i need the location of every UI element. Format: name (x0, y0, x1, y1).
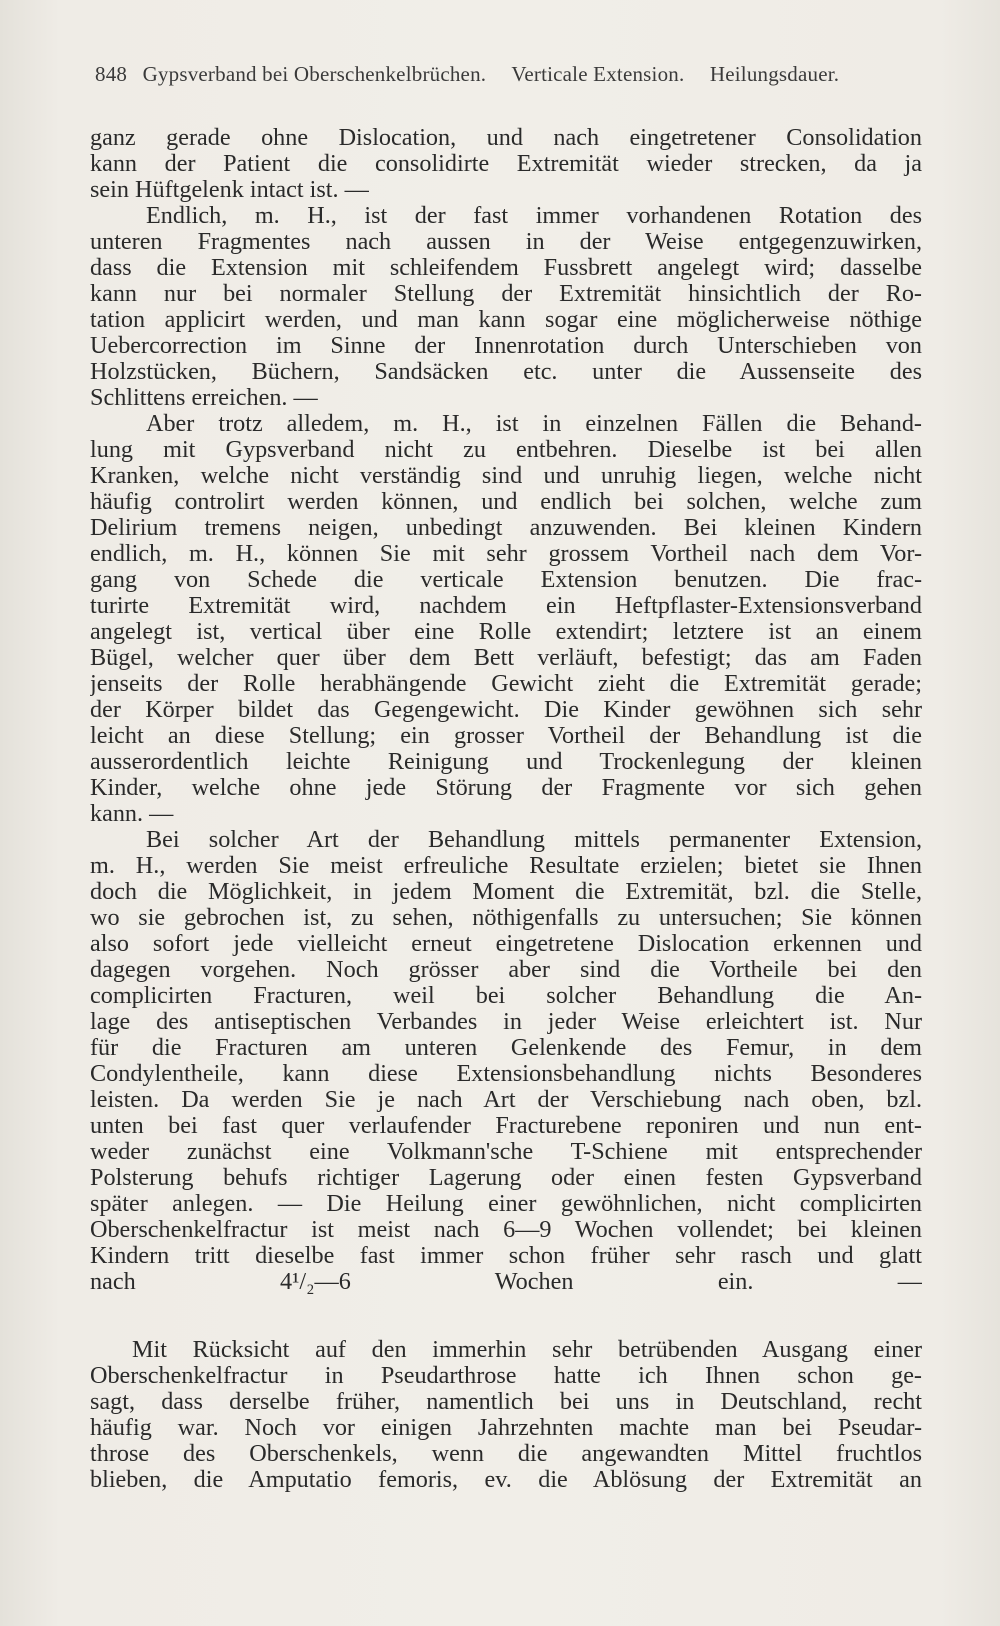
text-line: ausserordentlich leichte Reinigung und Trockenlegung der kleinen (90, 749, 922, 775)
text-line: ganz gerade ohne Dislocation, und nach eingetretener Consolidation (90, 125, 922, 151)
text-line: tation applicirt werden, und man kann sogar eine möglicherweise nöthige (90, 307, 922, 333)
text-line: unteren Fragmentes nach aussen in der Weise entgegenzuwirken, (90, 229, 922, 255)
text-line: Delirium tremens neigen, unbedingt anzuwenden. Bei kleinen Kindern (90, 515, 922, 541)
running-head (95, 62, 935, 87)
text-line: Oberschenkelfractur ist meist nach 6—9 Wochen vollendet; bei kleinen (90, 1217, 922, 1243)
text-line: dagegen vorgehen. Noch grösser aber sind die Vortheile bei den (90, 957, 922, 983)
text-line: complicirten Fracturen, weil bei solcher Behandlung die An- (90, 983, 922, 1009)
next-section-text (90, 1337, 922, 1493)
text-line (90, 1295, 922, 1321)
text-line: Aber trotz alledem, m. H., ist in einzelnen Fällen die Behand- (146, 411, 922, 437)
text-line: Bügel, welcher quer über dem Bett verläuft, befestigt; das am Faden (90, 645, 922, 671)
text-line: lage des antiseptischen Verbandes in jeder Weise erleichtert ist. Nur (90, 1009, 922, 1035)
text-line: Schlittens erreichen. — (90, 385, 318, 411)
text-line: doch die Möglichkeit, in jedem Moment die Extremität, bzl. die Stelle, (90, 879, 922, 905)
text-line: angelegt ist, vertical über eine Rolle extendirt; letztere ist an einem (90, 619, 922, 645)
text-line: Kindern tritt dieselbe fast immer schon früher sehr rasch und glatt (90, 1243, 922, 1269)
text-line: Polsterung behufs richtiger Lagerung oder einen festen Gypsverband (90, 1165, 922, 1191)
text-line: also sofort jede vielleicht erneut eingetretene Dislocation erkennen und (90, 931, 922, 957)
text-line: gang von Schede die verticale Extension benutzen. Die frac- (90, 567, 922, 593)
text-line: Endlich, m. H., ist der fast immer vorhandenen Rotation des (146, 203, 922, 229)
text-line: der Körper bildet das Gegengewicht. Die Kinder gewöhnen sich sehr (90, 697, 922, 723)
text-line: weder zunächst eine Volkmann'sche T-Schiene mit entsprechender (90, 1139, 922, 1165)
text-line: Condylentheile, kann diese Extensionsbehandlung nichts Besonderes (90, 1061, 922, 1087)
text-line: jenseits der Rolle herabhängende Gewicht zieht die Extremität gerade; (90, 671, 922, 697)
text-line: unten bei fast quer verlaufender Fracturebene reponiren und nun ent- (90, 1113, 922, 1139)
running-head-section: Verticale Extension. (511, 62, 685, 86)
text-line: später anlegen. — Die Heilung einer gewöhnlichen, nicht complicirten (90, 1191, 922, 1217)
text-line: sein Hüftgelenk intact ist. — (90, 177, 369, 203)
running-head-topic: Heilungsdauer. (709, 62, 840, 86)
text-line: Bei solcher Art der Behandlung mittels permanenter Extension, (146, 827, 922, 853)
text-line: Kinder, welche ohne jede Störung der Fragmente vor sich gehen (90, 775, 922, 801)
text-line: kann der Patient die consolidirte Extremität wieder strecken, da ja (90, 151, 922, 177)
text-line: leisten. Da werden Sie je nach Art der Verschiebung nach oben, bzl. (90, 1087, 922, 1113)
text-line: Holzstücken, Büchern, Sandsäcken etc. unter die Aussenseite des (90, 359, 922, 385)
text-line: lung mit Gypsverband nicht zu entbehren. Dieselbe ist bei allen (90, 437, 922, 463)
running-head-title: Gypsverband bei Oberschenkelbrüchen. (142, 62, 487, 86)
text-line: Uebercorrection im Sinne der Innenrotation durch Unterschieben von (90, 333, 922, 359)
text-line: für die Fracturen am unteren Gelenkende des Femur, in dem (90, 1035, 922, 1061)
text-line: nach 4¹/₂—6 Wochen ein. — (90, 1269, 922, 1295)
text-line: häufig war. Noch vor einigen Jahrzehnten machte man bei Pseudar- (90, 1415, 922, 1441)
text-line: turirte Extremität wird, nachdem ein Heftpflaster-Extensionsverband (90, 593, 922, 619)
text-line: kann nur bei normaler Stellung der Extremität hinsichtlich der Ro- (90, 281, 922, 307)
text-line: Oberschenkelfractur in Pseudarthrose hatte ich Ihnen schon ge- (90, 1363, 922, 1389)
text-line: endlich, m. H., können Sie mit sehr grossem Vortheil nach dem Vor- (90, 541, 922, 567)
text-line: leicht an diese Stellung; ein grosser Vortheil der Behandlung ist die (90, 723, 922, 749)
page-number: 848 (95, 62, 128, 86)
text-line: dass die Extension mit schleifendem Fussbrett angelegt wird; dasselbe (90, 255, 922, 281)
text-line: m. H., werden Sie meist erfreuliche Resultate erzielen; bietet sie Ihnen (90, 853, 922, 879)
body-text (90, 125, 922, 1321)
text-line: wo sie gebrochen ist, zu sehen, nöthigenfalls zu untersuchen; Sie können (90, 905, 922, 931)
text-line: throse des Oberschenkels, wenn die angewandten Mittel fruchtlos (90, 1441, 922, 1467)
text-line: häufig controlirt werden können, und endlich bei solchen, welche zum (90, 489, 922, 515)
text-line: Mit Rücksicht auf den immerhin sehr betrübenden Ausgang einer (132, 1337, 922, 1363)
text-line: kann. — (90, 801, 174, 827)
text-line: sagt, dass derselbe früher, namentlich bei uns in Deutschland, recht (90, 1389, 922, 1415)
text-line: blieben, die Amputatio femoris, ev. die Ablösung der Extremität an (90, 1467, 922, 1493)
text-line: Kranken, welche nicht verständig sind und unruhig liegen, welche nicht (90, 463, 922, 489)
